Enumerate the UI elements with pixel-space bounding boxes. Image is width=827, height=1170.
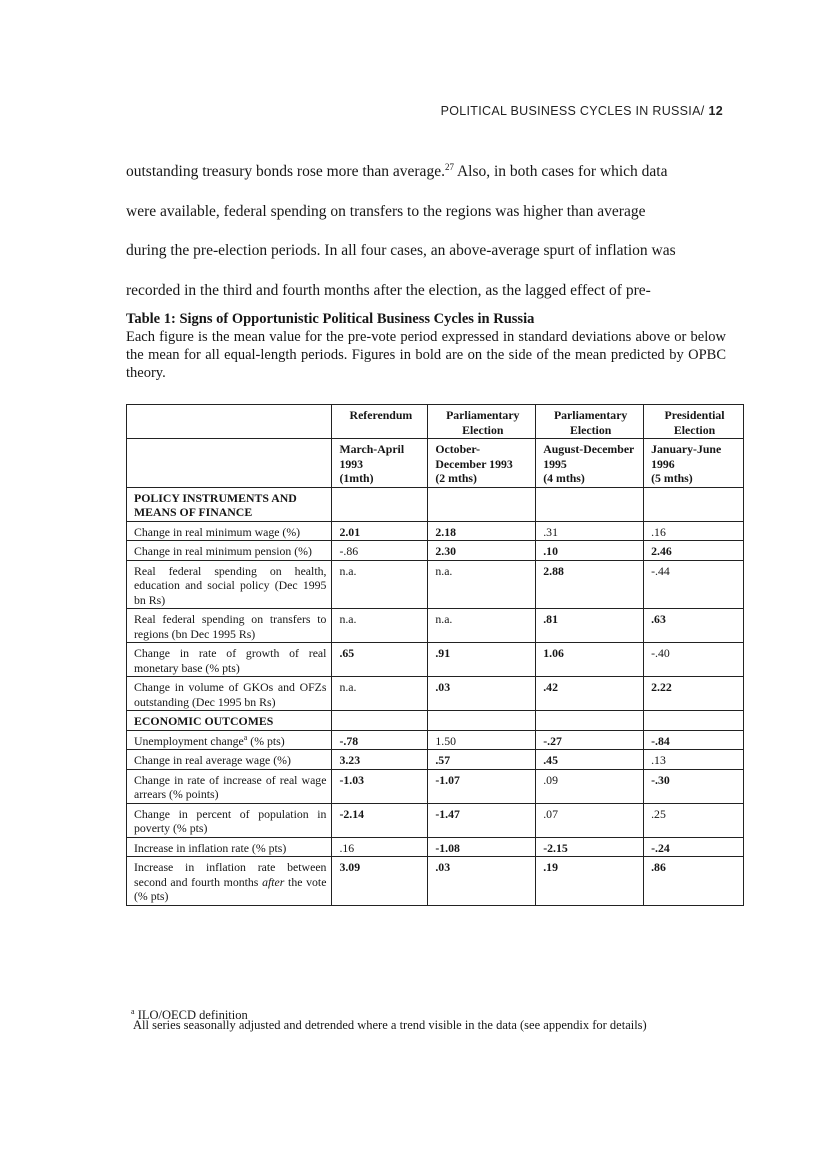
value-cell: .16 bbox=[644, 521, 744, 541]
column-name: Parliamentary Election bbox=[536, 405, 644, 439]
row-label: Change in rate of growth of real monetary base (% pts) bbox=[127, 643, 332, 677]
table-row bbox=[127, 803, 744, 837]
running-head bbox=[441, 104, 723, 118]
table-row bbox=[127, 560, 744, 609]
value-cell: .25 bbox=[644, 803, 744, 837]
value-cell: .03 bbox=[428, 857, 536, 906]
body-paragraph bbox=[126, 148, 726, 310]
value-cell: n.a. bbox=[332, 560, 428, 609]
value-cell: 2.01 bbox=[332, 521, 428, 541]
value-cell: 1.50 bbox=[428, 730, 536, 750]
row-label: Change in real average wage (%) bbox=[127, 750, 332, 770]
table-row bbox=[127, 857, 744, 906]
row-label: Real federal spending on transfers to regions (bn Dec 1995 Rs) bbox=[127, 609, 332, 643]
value-cell: n.a. bbox=[428, 609, 536, 643]
value-cell: .91 bbox=[428, 643, 536, 677]
value-cell: -1.07 bbox=[428, 769, 536, 803]
column-period: January-June 1996 (5 mths) bbox=[644, 439, 744, 488]
row-label: Change in real minimum pension (%) bbox=[127, 541, 332, 561]
section-heading: POLICY INSTRUMENTS AND MEANS OF FINANCE bbox=[127, 487, 332, 521]
value-cell: n.a. bbox=[428, 560, 536, 609]
body-line: during the pre-election periods. In all four cases, an above-average spurt of inflation was bbox=[126, 242, 676, 260]
row-label: Change in real minimum wage (%) bbox=[127, 521, 332, 541]
table-title: Table 1: Signs of Opportunistic Political Business Cycles in Russia bbox=[126, 311, 535, 327]
value-cell: -.44 bbox=[644, 560, 744, 609]
value-cell: 3.09 bbox=[332, 857, 428, 906]
value-cell: -.24 bbox=[644, 837, 744, 857]
row-label: Change in rate of increase of real wage arrears (% points) bbox=[127, 769, 332, 803]
empty-cell bbox=[428, 711, 536, 731]
column-name: Referendum bbox=[332, 405, 428, 439]
empty-cell bbox=[536, 711, 644, 731]
value-cell: 2.46 bbox=[644, 541, 744, 561]
footnote-reference: 27 bbox=[444, 162, 454, 172]
value-cell: 3.23 bbox=[332, 750, 428, 770]
header-row-periods bbox=[127, 439, 744, 488]
empty-cell bbox=[332, 711, 428, 731]
header-row-names bbox=[127, 405, 744, 439]
value-cell: .81 bbox=[536, 609, 644, 643]
body-line: outstanding treasury bonds rose more than average.$^{27}$ Also, in both cases for which data bbox=[126, 162, 668, 181]
value-cell: -.30 bbox=[644, 769, 744, 803]
value-cell: -1.47 bbox=[428, 803, 536, 837]
page-number: 12 bbox=[708, 104, 723, 118]
row-label: Increase in inflation rate between second and fourth months after the vote (% pts) bbox=[127, 857, 332, 906]
value-cell: -1.03 bbox=[332, 769, 428, 803]
value-cell: n.a. bbox=[332, 609, 428, 643]
value-cell: -2.14 bbox=[332, 803, 428, 837]
table-row bbox=[127, 837, 744, 857]
empty-cell bbox=[644, 487, 744, 521]
empty-cell bbox=[332, 487, 428, 521]
row-label: Real federal spending on health, education and social policy (Dec 1995 bn Rs) bbox=[127, 560, 332, 609]
table-row bbox=[127, 541, 744, 561]
section-row-economic bbox=[127, 711, 744, 731]
value-cell: .07 bbox=[536, 803, 644, 837]
table-row bbox=[127, 643, 744, 677]
data-table bbox=[126, 404, 744, 906]
body-line: recorded in the third and fourth months after the election, as the lagged effect of pre- bbox=[126, 281, 651, 299]
value-cell: .09 bbox=[536, 769, 644, 803]
value-cell: .57 bbox=[428, 750, 536, 770]
row-label: Increase in inflation rate (% pts) bbox=[127, 837, 332, 857]
value-cell: -1.08 bbox=[428, 837, 536, 857]
table-row bbox=[127, 769, 744, 803]
header-blank bbox=[127, 405, 332, 439]
body-line: were available, federal spending on transfers to the regions was higher than average bbox=[126, 202, 646, 220]
value-cell: .45 bbox=[536, 750, 644, 770]
value-cell: -.40 bbox=[644, 643, 744, 677]
table-row bbox=[127, 521, 744, 541]
table-caption: Each figure is the mean value for the pre-vote period expressed in standard deviations above or below the mean for all equal-length periods. Figures in bold are on the side of the mean predicted by OPBC theory. bbox=[126, 329, 726, 381]
header-blank bbox=[127, 439, 332, 488]
value-cell: 1.06 bbox=[536, 643, 644, 677]
value-cell: .13 bbox=[644, 750, 744, 770]
value-cell: -.86 bbox=[332, 541, 428, 561]
table-footnote: $^a$ ILO/OECD definition bbox=[131, 1007, 248, 1023]
table-row bbox=[127, 750, 744, 770]
table-row bbox=[127, 730, 744, 750]
value-cell: .31 bbox=[536, 521, 644, 541]
value-cell: -.84 bbox=[644, 730, 744, 750]
value-cell: .86 bbox=[644, 857, 744, 906]
value-cell: .10 bbox=[536, 541, 644, 561]
table-row bbox=[127, 609, 744, 643]
value-cell: .19 bbox=[536, 857, 644, 906]
value-cell: .03 bbox=[428, 677, 536, 711]
value-cell: -.27 bbox=[536, 730, 644, 750]
empty-cell bbox=[644, 711, 744, 731]
value-cell: 2.22 bbox=[644, 677, 744, 711]
value-cell: .63 bbox=[644, 609, 744, 643]
value-cell: .16 bbox=[332, 837, 428, 857]
value-cell: -.78 bbox=[332, 730, 428, 750]
empty-cell bbox=[428, 487, 536, 521]
value-cell: 2.30 bbox=[428, 541, 536, 561]
value-cell: .42 bbox=[536, 677, 644, 711]
column-name: Parliamentary Election bbox=[428, 405, 536, 439]
section-row-policy bbox=[127, 487, 744, 521]
value-cell: .65 bbox=[332, 643, 428, 677]
column-name: Presidential Election bbox=[644, 405, 744, 439]
empty-cell bbox=[536, 487, 644, 521]
column-period: October-December 1993 (2 mths) bbox=[428, 439, 536, 488]
value-cell: 2.18 bbox=[428, 521, 536, 541]
row-label: Change in percent of population in poverty (% pts) bbox=[127, 803, 332, 837]
section-heading: ECONOMIC OUTCOMES bbox=[127, 711, 332, 731]
table-row bbox=[127, 677, 744, 711]
row-label: Change in volume of GKOs and OFZs outstanding (Dec 1995 bn Rs) bbox=[127, 677, 332, 711]
row-label: Unemployment change$^a$ (% pts) bbox=[127, 730, 332, 750]
column-period: August-December 1995 (4 mths) bbox=[536, 439, 644, 488]
footnote-marker: a bbox=[131, 1007, 135, 1016]
value-cell: 2.88 bbox=[536, 560, 644, 609]
value-cell: -2.15 bbox=[536, 837, 644, 857]
value-cell: n.a. bbox=[332, 677, 428, 711]
column-period: March-April 1993 (1mth) bbox=[332, 439, 428, 488]
running-head-title: POLITICAL BUSINESS CYCLES IN RUSSIA/ bbox=[440, 104, 705, 118]
table-note: All series seasonally adjusted and detrended where a trend visible in the data (see appendix for details) bbox=[133, 1018, 647, 1032]
